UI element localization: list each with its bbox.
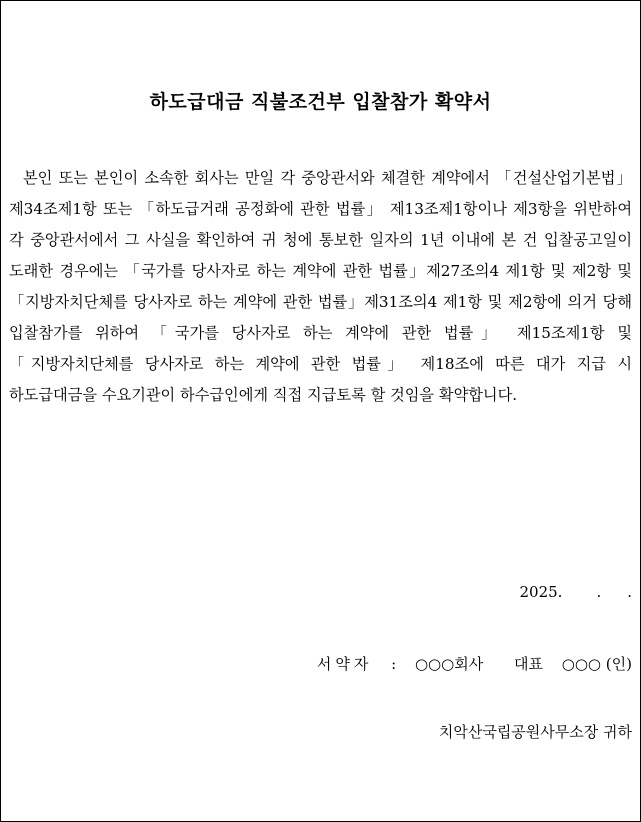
representative-label: 대표	[513, 655, 543, 673]
pledge-date	[519, 583, 632, 601]
date-day-dot: .	[627, 583, 632, 601]
seal-mark: (인)	[605, 655, 632, 673]
signer-company: ○○○회사	[414, 655, 484, 673]
representative-name: ○○○	[561, 655, 602, 673]
pledge-body-text: 본인 또는 본인이 소속한 회사는 만일 각 중앙관서와 체결한 계약에서 「건설산업기본법」제34조제1항 또는 「하도급거래 공정화에 관한 법률」 제13조제1항이나 제3항을 위반하여 각 중앙관서에서 그 사실을 확인하여 귀 청에 통보한 일자의 1년 이내에 본 건 입찰공고일이 도래한 경우에는 「국가를 당사자로 하는 계약에 관한 법률」제27조의4 제1항 및 제2항 및 「지방자치단체를 당사자로 하는 계약에 관한 법률」제31조의4 제1항 및 제2항에 의거 당해 입찰참가를 위하여 「국가를 당사자로 하는 계약에 관한 법률」 제15조제1항 및 「지방자치단체를 당사자로 하는 계약에 관한 법률」 제18조에 따른 대가 지급 시 하도급대금을 수요기관이 하수급인에게 직접 지급토록 할 것임을 확약합니다.	[9, 169, 632, 404]
addressee: 치악산국립공원사무소장 귀하	[438, 723, 632, 741]
date-year: 2025.	[519, 583, 563, 601]
signer-colon: :	[391, 655, 397, 673]
document-title: 하도급대금 직불조건부 입찰참가 확약서	[149, 91, 492, 113]
date-month-dot: .	[596, 583, 602, 601]
signer-label: 서약자	[316, 655, 373, 673]
signer-line	[317, 653, 632, 674]
